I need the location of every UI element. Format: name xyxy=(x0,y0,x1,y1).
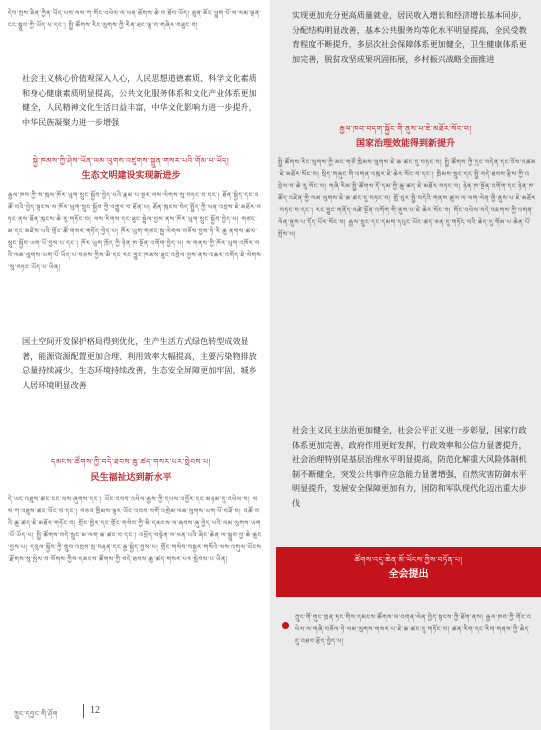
footer-divider xyxy=(83,704,84,718)
intro-chinese: 社会主义核心价值观深入人心，人民思想道德素质、科学文化素质和身心健康素质明显提高，公共文化服务体系和文化产业体系更加健全，人民精神文化生活日益丰富，中华文化影响力进一步提升，中华民族凝聚力进一步增强 xyxy=(22,73,257,127)
section-title-tibetan: རྒྱལ་ཁབ་བདག་སྐྱོང་གི་ནུས་པ་ཇེ་མཐོར་སོང་བ། xyxy=(339,124,472,133)
banner xyxy=(276,547,541,597)
section-body-tibetan: སྤྱི་ཚོགས་རིང་ལུགས་ཀྱི་མང་གཙོ་ཁྲིམས་ལུགས་ཇེ་ཆ་ཚང་དུ་བཏང་བ། སྤྱི་ཚོགས་ཀྱི་དྲང་བདེན་དང་འོས་འཚམ་ཇེ་མཐོར་སོང་བ། སྲིད་གཞུང་གི་འགན་འཁུར་ཇེ་ཆེར་སོང་བ་དང་། ཁྲིམས་སྲུང་དང་སྤྱི་བདེ་ཐབས་རྩིས་ཀྱི་འབྲེལ་བ་ཆེ་རུ་སོང་བ། གཞི་རིམ་སྤྱི་ཚོགས་དོ་དམ་གྱི་ཆུ་ཚད་ཇེ་མཐོར་བཏང་བ། ཉེན་ཁ་སྔོན་འགོག་དང་ཉེན་ཁ་ཚོད་འཛིན་གྱི་ལམ་ལུགས་ཇེ་ཆ་ཚང་དུ་བཏང་བ། གློ་བུར་སྤྱི་བདེའི་གནས་ཚུལ་ལ་ལག་ལེན་གྱི་ནུས་པ་ཇེ་མཐོར་བཏང་བ་དང་། རང་བྱུང་གནོད་འཚེ་སྔོན་འགོག་གི་ནུས་པ་ཇེ་ཆེར་སོང་བ། གོང་འཕེལ་བདེ་འཇགས་ཀྱི་འགན་ལེན་ནུས་པ་དོད་པོར་སོང་བ། རྒྱལ་སྲུང་དང་དམག་དཔུང་ཡོང་ཚད་ཅན་དུ་གཏོང་བའི་ཆེད་དུ་གོམ་པ་ཆེན་པོ་སྤོས་པ། xyxy=(278,159,536,238)
section-body-tibetan: དེ་ཡང་འཐུས་ཚང་ངང་ལས་ཞུགས་དང་། ཡོང་འབབ་འཕེལ་རྒྱས་ཀྱི་དཔལ་འབྱོར་དང་མཉམ་དུ་འཕེལ་བ། ལས་ཀ་འཐུས་ཚང་ཡོང་བ་དང་། བཅའ་ཁྲིམས་ལྟར་ཡོང་འབབ་བགོ་འགྲེམ་ལམ་ལུགས་ཡག་པོ་བཟོ་བ། འཚོ་བའི་ཆུ་ཚད་ཇེ་མཐོར་གཏོང་བ། གྲོང་ཁྱེར་དང་གྲོང་གསེབ་ཀྱི་མི་དམངས་ལ་ཞབས་ཞུ་བྱེད་པའི་ལམ་ལུགས་ཡག་པོ་ཡོད་པ། སྤྱི་ཚོགས་བདེ་སྲུང་མ་ལག་ཆ་ཚང་བ་དང་། འཕྲོད་བསྟེན་ལ་ཕན་པའི་ཞིང་ཆེན་ལ་སྒྲུབ་བྱ་ཆེ་ཆུང་བྱས་པ། དབུལ་སྐྱོབ་ཀྱི་གྲུབ་འབྲས་སྲ་བརྟན་དང་རྒྱ་སྐྱེད་བྱས་པ། གྲོང་གསེབ་བསྐྱར་གསོའི་ལས་འགུལ་ཡོངས་རྫོགས་སུ་སྤེལ་བ་སོགས་ཀྱིས་དམངས་ཚོགས་ཀྱི་བདེ་ཐབས་ཆུ་ཚད་གསར་པར་སླེབས་པ་ཡིན། xyxy=(8,496,262,563)
section-title-tibetan: དམངས་ཚོགས་ཀྱི་བདེ་ཐབས་ཆུ་ཚད་གསར་པར་སླེབས་པ། xyxy=(51,457,211,466)
journal-title: ཀྲུང་དབྱང་གི་ཤོག xyxy=(14,710,59,718)
section-title-tibetan: སྐྱེ་ཁམས་ཀྱི་ཤེས་ཡོན་ལམ་ལུགས་འཛུགས་སྐྲུན་གསར་པའི་གོམ་པ་ཡོད། xyxy=(32,156,230,165)
section-title-chinese: 民生福祉达到新水平 xyxy=(90,473,172,483)
section-body-chinese: 国土空间开发保护格局得到优化，生产生活方式绿色转型成效显著，能源资源配置更加合理、利用效率大幅提高，主要污染物排放总量持续减少，生态环境持续改善，生态安全屏障更加牢固，城乡人居环境明显改善 xyxy=(22,336,257,390)
section-title-chinese: 生态文明建设实现新进步 xyxy=(81,171,181,181)
section-title-chinese: 国家治理效能得到新提升 xyxy=(355,139,455,149)
bullet-text-tibetan: ཀྲུང་གོ་གུང་ཁྲན་ཏང་གིས་དམངས་ཚོགས་ལ་འགན་ལེན་བྱེད་སྟངས་ཀྱི་ཐོག་ནས། རྒྱལ་ཁབ་ཀྱི་གོང་འཕེལ་ལ་གཞི་བཅོལ་ཏེ་ལམ་ལུགས་གསར་པ་ཇེ་ཆ་ཚང་དུ་གཏོང་བ། ཚན་རིག་དང་རིག་གནས་ཀྱི་ཆེད་དུ་འཐབ་རྩོད་བྱེད་པ། xyxy=(295,614,532,645)
page-number: 12 xyxy=(90,705,100,716)
section-body-chinese: 社会主义民主法治更加健全，社会公平正义进一步彰显，国家行政体系更加完善，政府作用更好发挥，行政效率和公信力显著提升，社会治理特别是基层治理水平明显提高，防范化解重大风险体制机制不断健全，突发公共事件应急能力显著增强，自然灾害防御水平明显提升，发展安全保障更加有力，国防和军队现代化迈出重大步伐 xyxy=(292,425,527,508)
intro-chinese: 实现更加充分更高质量就业，居民收入增长和经济增长基本同步，分配结构明显改善，基本公共服务均等化水平明显提高，全民受教育程度不断提升，多层次社会保障体系更加健全，卫生健康体系更加完善，脱贫攻坚成果巩固拓展，乡村振兴战略全面推进 xyxy=(292,10,527,64)
banner-title-chinese: 全会提出 xyxy=(388,569,429,580)
intro-tibetan: དེབ་ཀྲས་ཟིན་ཀྱིན་ཡོད་པས་ལས་ཀ་གོང་འཕེལ་ལ་ཕན་ཐོགས་ཆེ་བ་ཐོབ་ཡོད། ཐུན་མོང་ཕྱུག་པོ་ལ་ལམ་ལྡན་ངང་སྒྲུབ་ཀྱི་ཡོད་པ་དང་། སྤྱི་ཚོགས་རིང་ལུགས་ཀྱི་རིན་ཐང་ལྟ་བ་གཞིར་བཟུང་བ། xyxy=(8,10,262,29)
banner-title-tibetan: ཚོགས་འདུ་ཆེན་མོ་ཡོངས་ཀྱིས་བཏོན་པ། xyxy=(354,555,463,564)
section-body-tibetan: རྒྱལ་ཁབ་ཀྱི་ས་ཁུལ་ཁོར་ཡུག་སྲུང་སྐྱོབ་བྱེད་པའི་རྣམ་པ་སྔར་ལས་ལེགས་སུ་བཏང་བ་དང་། ཐོན་སྐྱེད་དང་འཚོ་བའི་བྱེད་སྟངས་ལ་ཁོར་ཡུག་སྲུང་སྐྱོབ་ཀྱི་འགྱུར་བ་ཐོན་པ། ཐོན་ཁུངས་བེད་སྤྱོད་ཀྱི་ཕན་འབྲས་ཇེ་མཐོར་བཏང་ནས་ཐོན་ཁུངས་ཆེ་རུ་གཏོང་བ། ལས་རིགས་དང་ཟུང་སྦྲེལ་བྱས་ནས་ཁོར་ཡུག་སྲུང་སྐྱོབ་བྱེད་པ། གཙང་མ་དང་མཛེས་པའི་གྲོང་ཚོ་གསར་གཏོད་བྱེད་པ། ཁོར་ཡུག་གཙང་སྦྲ་ལེགས་བཅོས་བྱས་ཏེ་རི་ཆུ་ནགས་ཚལ་སྲུང་སྐྱོབ་ཡག་པོ་བྱས་པ་དང་། ཁོར་ཡུག་ཁྲོད་ཀྱི་ཉེན་ཁ་སྔོན་འགོག་བྱེད་པ། ས་གནས་ཀྱི་ཁོར་ཡུག་འཁོར་བའི་ལམ་ལུགས་ཡག་པོ་ཡོད་པ་བཅས་ཀྱིས་མི་དང་རང་བྱུང་ཁམས་ཟུང་འབྲེལ་བྱས་ནས་འཆར་འགོད་ཇེ་ལེགས་སུ་བཏང་ཡོད་པ་ཡིན། xyxy=(8,192,262,271)
bullet-icon xyxy=(282,622,289,629)
